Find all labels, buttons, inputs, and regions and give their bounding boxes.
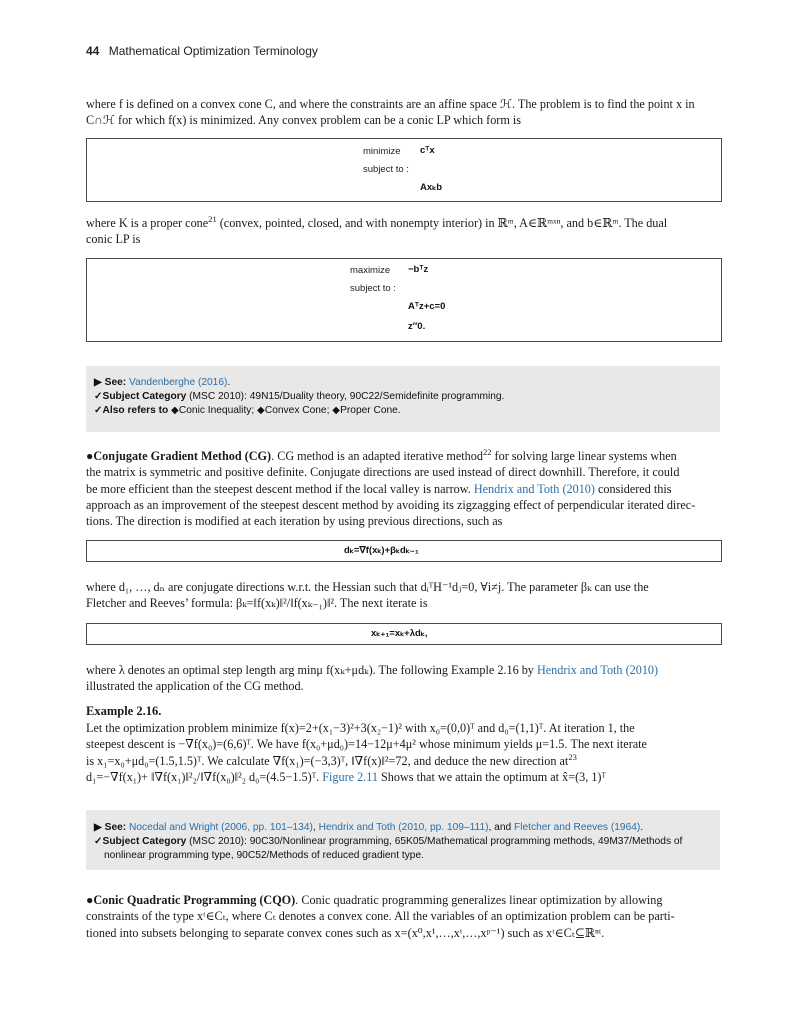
example-line-1: Let the optimization problem minimize f(x)=2+(x₁−3)²+3(x₂−1)² with x₀=(0,0)ᵀ and d₀=(1,1)ᵀ. At iteration 1, the [86,721,635,735]
example-line-4 [86,769,720,785]
see2-sep-2: , and [488,822,515,833]
cg-term: ●Conjugate Gradient Method (CG) [86,449,272,463]
cqp-line-3: tioned into subsets belonging to separate convex cones such as x=(x⁰,x¹,…,xᵗ,…,xᵖ⁻¹) such as xᵗ∈Cₜ⊆ℝⁿᵗ. [86,925,605,940]
cg-dirs-line-2: Fletcher and Reeves’ formula: βₖ=‖f(xₖ)‖²/‖f(xₖ₋₁)‖². The next iterate is [86,596,428,611]
ref-hendrix-toth-3[interactable]: Hendrix and Toth (2010, pp. 109–111) [318,822,489,833]
ref-hendrix-toth-1[interactable]: Hendrix and Toth (2010) [473,481,595,496]
lambda-line-1 [86,662,720,678]
see1-ref-vandenberghe[interactable]: Vandenberghe (2016) [129,377,228,388]
eq1-objective: cᵀx [420,145,435,156]
lambda-line-1a: where λ denotes an optimal step length arg minμ f(xₖ+μdₖ). The following Example 2.16 by [86,663,537,677]
cqp-line-1-rest: . Conic quadratic programming generalizes linear optimization by allowing [295,893,663,907]
proper-cone-line-1 [86,215,720,231]
step-length-paragraph [86,662,720,695]
cg-line-3a: be more efficient than the steepest descent method if the local valley is narrow. [86,481,474,496]
proper-cone-paragraph [86,215,720,248]
see1-also-rest: ◆Conic Inequality; ◆Convex Cone; ◆Proper Cone. [168,405,401,416]
example-title: Example 2.16. [86,704,162,718]
conjugate-directions-paragraph [86,579,720,612]
cg-line-1-end: for solving large linear systems when [491,449,677,463]
cg-dirs-line-1: where d₁, …, dₙ are conjugate directions w.r.t. the Hessian such that dᵢᵀH⁻¹dⱼ=0, ∀i≠j. The parameter βₖ can use the [86,580,649,594]
see2-subject-rest: (MSC 2010): 90C30/Nonlinear programming, 65K05/Mathematical programming methods, 49M37/Methods of [186,836,683,847]
see2-subject-line [94,835,714,849]
cg-line-1-text: . CG method is an adapted iterative method [271,449,483,463]
see2-subject-line-2: nonlinear programming type, 90C52/Methods of reduced gradient type. [104,850,424,861]
example-line-4a: d₁=−∇f(x₁)+ ‖∇f(x₁)‖²₂/‖∇f(x₀)‖²₂ d₀=(4.5−1.5)ᵀ. [86,769,323,784]
eq2-constraint-1: Aᵀz+c=0 [408,301,446,312]
eq1-constraint: Axₖb [420,182,442,193]
see2-end: . [640,822,644,833]
ref-nocedal-wright[interactable]: Nocedal and Wright (2006, pp. 101–134) [129,822,313,833]
cqp-line-1 [86,892,720,908]
running-header [86,44,318,58]
eq2-maximize-label: maximize [350,265,391,276]
cg-direction-equation-box [86,540,722,562]
see1-subject-label: ✓Subject Category [94,391,187,402]
see1-subject-line [94,390,714,404]
cg-line-2: the matrix is symmetric and positive definite. Conjugate directions are used instead of direct downhill. Therefore, it could [86,465,680,480]
footnote-23-marker[interactable]: 23 [568,751,577,762]
ref-fletcher-reeves[interactable]: Fletcher and Reeves (1964) [514,822,641,833]
eq1-minimize-label: minimize [363,146,401,157]
cg-line-5: tions. The direction is modified at each iteration by using previous directions, such as [86,514,503,529]
see-also-box-2 [86,810,720,870]
see-also-box-1 [86,366,720,432]
proper-cone-text-b: (convex, pointed, closed, and with nonempty interior) in ℝᵐ, A∈ℝᵐˣⁿ, and b∈ℝᵐ. The dual [216,216,668,230]
see1-also-line [94,404,714,418]
cg-line-3b: considered this [594,481,672,496]
intro-paragraph [86,96,720,129]
eq2-objective: −bᵀz [408,264,429,275]
see2-subject-label: ✓Subject Category [94,836,187,847]
page-number: 44 [86,44,100,58]
running-title: Mathematical Optimization Terminology [108,44,318,58]
eq2-subject-to-label: subject to : [350,283,396,294]
cg-paragraph [86,448,720,529]
see1-subject-rest: (MSC 2010): 49N15/Duality theory, 90C22/Semidefinite programming. [186,391,505,402]
eq4-formula: xₖ₊₁=xₖ+λdₖ, [371,628,428,639]
see2-see-label: ▶ See: [94,822,127,833]
see1-see-line: ▶ See: Vandenberghe (2016). [94,377,231,388]
conic-lp-equation-box [86,138,722,202]
figure-2-11-link[interactable]: Figure 2.11 [322,769,378,784]
example-line-3-text: is x₁=x₀+μd₀=(1.5,1.5)ᵀ. We calculate ∇f(x₁)=(−3,3)ᵀ, ‖∇f(x)‖²=72, and deduce the new direction at [86,753,569,768]
proper-cone-line-2: conic LP is [86,232,141,247]
eq2-constraint-2: z″0. [408,321,426,332]
example-line-3 [86,753,720,769]
ref-hendrix-toth-2[interactable]: Hendrix and Toth (2010) [536,663,659,677]
intro-line-1: where f is defined on a convex cone C, and where the constraints are an affine space ℋ. The problem is to find the point x in [86,97,695,111]
eq1-subject-to-label: subject to : [363,164,409,175]
lambda-line-2: illustrated the application of the CG method. [86,679,304,694]
example-line-4b: Shows that we attain the optimum at x̂=(3, 1)ᵀ [377,769,606,784]
example-line-2: steepest descent is −∇f(x₀)=(6,6)ᵀ. We have f(x₀+μd₀)=14−12μ+4μ² whose minimum yields μ=1.5. The next iterate [86,737,647,752]
cqp-term: ●Conic Quadratic Programming (CQO) [86,893,296,907]
next-iterate-equation-box [86,623,722,645]
see1-also-label: ✓Also refers to [94,405,169,416]
see2-sep-1: , [312,822,319,833]
footnote-21-marker[interactable]: 21 [208,213,217,224]
cg-line-3 [86,481,720,497]
eq3-formula: dₖ=∇f(xₖ)+βₖdₖ₋₁ [344,545,419,556]
see1-see-label: ▶ See: [94,377,127,388]
cqp-paragraph [86,892,720,941]
cg-line-4: approach as an improvement of the steepest descent method by avoiding its zigzagging effect of perpendicular iterated direc- [86,497,696,512]
example-paragraph [86,720,720,785]
proper-cone-text-a: where K is a proper cone [86,216,209,230]
cg-line-1 [86,448,720,464]
dual-conic-lp-equation-box [86,258,722,342]
see2-see-line [94,821,714,835]
footnote-22-marker[interactable]: 22 [482,446,492,457]
intro-line-2: C∩ℋ for which f(x) is minimized. Any convex problem can be a conic LP which form is [86,113,522,128]
cqp-line-2: constraints of the type xᵗ∈Cₜ, where Cₜ denotes a convex cone. All the variables of an optimization problem can be parti- [86,909,675,924]
